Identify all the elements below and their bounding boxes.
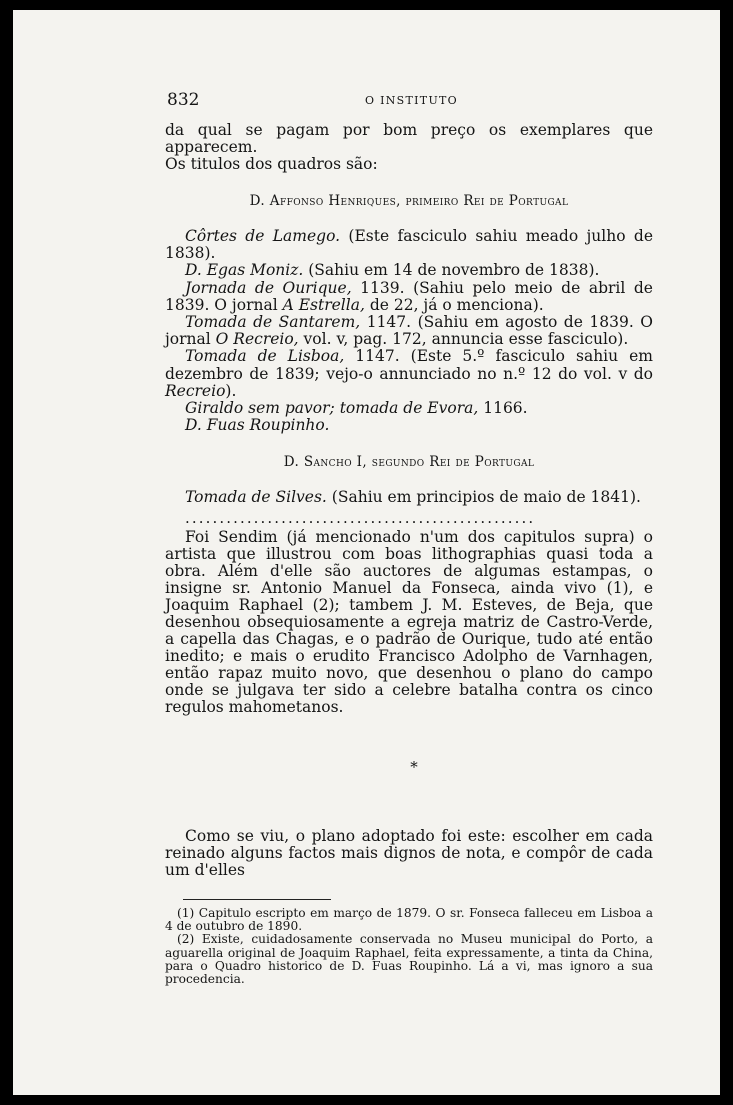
entry-tomada-de-lisboa: Tomada de Lisboa, 1147. (Este 5.º fasciculo sahiu em dezembro de 1839; vejo-o annunciado no n.º 12 do vol. v do Recreio). [165,347,653,400]
running-title: O INSTITUTO [365,94,458,107]
page-content [165,90,653,986]
paragraph-illustrators: Foi Sendim (já mencionado n'um dos capitulos supra) o artista que illustrou com boas lithographias quasi toda a obra. Além d'elle são auctores de algumas estampas, o insigne sr. Antonio Manuel da Fonseca, ainda vivo (1), e Joaquim Raphael (2); tambem J. M. Esteves, de Beja, que desenhou obsequiosamente a egreja matriz de Castro-Verde, a capella das Chagas, e o padrão de Ourique, tudo até então inedito; e mais o erudito Francisco Adolpho de Varnhagen, então rapaz muito novo, que desenhou o plano do campo onde se julgava ter sido a celebre batalha contra os cinco regulos mahometanos. [165,527,653,716]
entry-cortes-de-lamego: Côrtes de Lamego. (Este fasciculo sahiu meado julho de 1838). [165,227,653,263]
page-number: 832 [167,90,200,110]
entry-egas-moniz: D. Egas Moniz. (Sahiu em 14 de novembro de 1838). [185,261,600,280]
intro-line-2: Os titulos dos quadros são: [165,155,378,173]
footnote-rule [183,899,331,900]
dotted-ellipsis-line: ................................................... [185,510,536,525]
section-heading-sancho: D. Sancho I, segundo Rei de Portugal [283,454,535,471]
entry-jornada-de-ourique: Jornada de Ourique, 1139. (Sahiu pelo meio de abril de 1839. O jornal A Estrella, de 22, já o menciona). [165,278,653,314]
paragraph-plan: Como se viu, o plano adoptado foi este: escolher em cada reinado alguns factos mais dignos de nota, e compôr de cada um d'elles [165,826,653,879]
footnotes [165,907,653,987]
footnote-2: (2) Existe, cuidadosamente conservada no Museu municipal do Porto, a aguarella original de Joaquim Raphael, feita expressamente, a tinta da China, para o Quadro historico de D. Fuas Roupinho. Lá a vi, mas ignoro a sua procedencia. [165,932,653,987]
entry-giraldo-sem-pavor: Giraldo sem pavor; tomada de Evora, 1166. [185,399,528,418]
section-separator-asterisk: * [410,757,418,776]
section1-entries [165,228,653,434]
section-heading-affonso: D. Affonso Henriques, primeiro Rei de Portugal [249,193,569,209]
entry-fuas-roupinho: D. Fuas Roupinho. [185,416,330,435]
entry-tomada-de-santarem: Tomada de Santarem, 1147. (Sahiu em agosto de 1839. O jornal O Recreio, vol. v, pag. 172, annuncia esse fasciculo). [165,313,653,349]
page-header [165,90,653,116]
footnote-1: (1) Capitulo escripto em março de 1879. O sr. Fonseca falleceu em Lisboa a 4 de outubro de 1890. [165,905,653,933]
scanned-page [13,10,720,1095]
intro-line-1: da qual se pagam por bom preço os exemplares que apparecem. [165,121,653,156]
entry-tomada-de-silves: Tomada de Silves. (Sahiu em principios de maio de 1841). [185,488,641,507]
